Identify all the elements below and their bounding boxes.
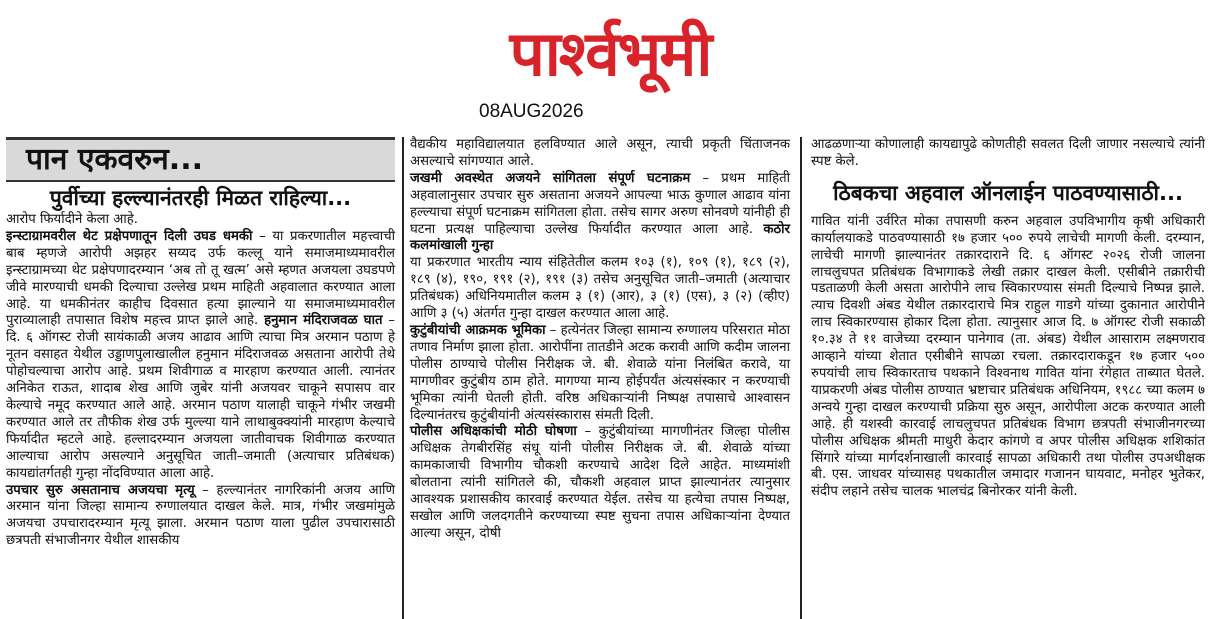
paragraph-text: – हल्ल्यानंतर नागरिकांनी अजय आणि अरमान यांना जिल्हा सामान्य रुग्णालयात दाखल केले. मात्र, गंभीर जखमांमुळे अजयचा उपचारादरम्यान मृत्यू झाला. अरमान पठाण याला पुढील उपचारासाठी छत्रपती संभाजीनगर येथील शासकीय [6, 482, 395, 549]
paragraph [6, 483, 395, 551]
paragraph-text: – दि. ६ ऑगस्ट रोजी सायंकाळी अजय आढाव आणि त्याचा मित्र अरमान पठाण हे नूतन वसाहत येथील उड्डाणपुलाखालील हनुमान मंदिराजवळ असताना आरोपी तेथे पोहोचल्याचा आरोप आहे. प्रथम शिवीगाळ व मारहाण करण्यात आली. त्यानंतर अनिकेत राऊत, शादाब शेख आणि जुबेर यांनी अजयवर चाकूने सपासप वार केल्याचे नमूद करण्यात आले आहे. अरमान पठाण यालाही चाकूने गंभीर जखमी करण्यात आले तर तौफीक शेख उर्फ मुल्ल्या याने लाथाबुक्क्यांनी मारहाण केल्याचे फिर्यादीत म्हटले आहे. हल्लादरम्यान अजयला जातीवाचक शिवीगाळ करण्यात आल्याचा आरोप असल्याने अनुसूचित जाती–जमाती (अत्याचार प्रतिबंधक) कायद्यांतर्गतही गुन्हा नोंदविण्यात आला आहे. [6, 313, 395, 481]
subheading: इन्स्टाग्रामवरील थेट प्रक्षेपणातून दिली उघड धमकी [6, 228, 253, 244]
paragraph: वैद्यकीय महाविद्यालयात हलविण्यात आले असून, त्याची प्रकृती चिंताजनक असल्याचे सांगण्यात आले. [410, 137, 790, 169]
paragraph: आरोप फिर्यादीने केला आहे. [6, 212, 138, 227]
subheading: जखमी अवस्थेत अजयने सांगितला संपूर्ण घटनाक्रम [410, 170, 691, 186]
paragraph [410, 171, 790, 256]
column-2 [410, 137, 790, 543]
subheading: उपचार सुरु असतानाच अजयचा मृत्यू [6, 482, 195, 498]
subheading: कुटुंबीयांची आक्रमक भूमिका [410, 322, 546, 338]
paragraph [6, 229, 395, 483]
subheading: पोलीस अधिक्षकांची मोठी घोषणा [410, 424, 577, 440]
column-1 [6, 137, 395, 550]
article-headline: ठिबकचा अहवाल ऑनलाईन पाठवण्यासाठी... [833, 180, 1183, 205]
paragraph [410, 323, 790, 424]
subheading: कठोर कलमांखाली गुन्हा [410, 221, 790, 254]
column-divider-1 [402, 137, 404, 619]
paragraph: या प्रकरणात भारतीय न्याय संहितेतील कलम १०३ (१), १०९ (१), १८९ (२), १८९ (४), १९०, १९१ (२), १९१ (३) तसेच अनुसूचित जाती–जमाती (अत्याचार प्रतिबंधक) अधिनियमातील कलम ३ (१) (आर), ३ (१) (एस), ३ (२) (व्हीए) आणि ३ (५) अंतर्गत गुन्हा दाखल करण्यात आला आहे. [410, 255, 790, 322]
paragraph [410, 424, 790, 542]
paragraph-text: – कुटुंबीयांच्या मागणीनंतर जिल्हा पोलीस अधिक्षक तेगबीरसिंह संधू यांनी पोलीस निरीक्षक जे. बी. शेवाळे यांच्या कामकाजाची विभागीय चौकशी करण्याचे आदेश दिले आहेत. माध्यमांशी बोलताना त्यांनी सांगितले की, चौकशी अहवाल प्राप्त झाल्यानंतर त्यानुसार आवश्यक प्रशासकीय कारवाई करण्यात येईल. तसेच या हत्येचा तपास निष्पक्ष, सखोल आणि जलदगतीने करण्याच्या स्पष्ट सुचना तपास अधिकाऱ्यांना देण्यात आल्या असून, दोषी [410, 424, 790, 541]
paragraph-text: – प्रथम माहिती अहवालानुसार उपचार सुरु असताना अजयने आपल्या भाऊ कुणाल आढाव यांना हल्ल्याचा संपूर्ण घटनाक्रम सांगितला होता. तसेच सागर अरुण सोनवणे यांनीही ही घटना प्रत्यक्ष पाहिल्याचा उल्लेख फिर्यादीत करण्यात आला आहे. [410, 170, 791, 237]
paragraph-text: – हत्येनंतर जिल्हा सामान्य रुग्णालय परिसरात मोठा तणाव निर्माण झाला होता. आरोपींना तातडीने अटक करावी आणि कदीम जालना पोलीस ठाण्याचे पोलीस निरीक्षक जे. बी. शेवाळे यांना निलंबित करावे, या मागणीवर कुटुंबीय ठाम होते. मागण्या मान्य होईपर्यंत अंत्यसंस्कार न करण्याची भूमिका त्यांनी घेतली होती. वरिष्ठ अधिकाऱ्यांनी निष्पक्ष तपासाचे आश्वासन दिल्यानंतरच कुटुंबीयांनी अंत्यसंस्कारास संमती दिली. [410, 322, 790, 423]
column-divider-2 [800, 137, 802, 619]
paragraph: गावित यांनी उर्वरित मोका तपासणी करुन अहवाल उपविभागीय कृषी अधिकारी कार्यालयाकडे पाठवण्यासाठी १७ हजार ५०० रुपये लाचेची मागणी केली. दरम्यान, लाचेची मागणी झाल्यानंतर तक्रारदाराने दि. ६ ऑगस्ट २०२६ रोजी जालना लाचलुचपत प्रतिबंधक विभागाकडे लेखी तक्रार दाखल केली. एसीबीने तक्रारीची पडताळणी केली असता आरोपीने लाच स्विकारण्यास संमती दिल्याचे निष्पन्न झाले. त्याच दिवशी अंबड येथील तक्रारदाराचे मित्र राहुल गाडगे यांच्या दुकानात आरोपीने लाच स्विकारण्यास होकार दिला होता. त्यानुसार आज दि. ७ ऑगस्ट रोजी सकाळी १०.३४ ते ११ वाजेच्या दरम्यान पानेगाव (ता. अंबड) येथील आसाराम लक्ष्मणराव आव्हाने यांच्या शेतात एसीबीने सापळा रचला. तक्रारदाराकडून १७ हजार ५०० रुपयांची लाच स्विकारताच पथकाने विश्वनाथ गावित यांना रंगेहात ताब्यात घेतले. याप्रकरणी अंबड पोलीस ठाण्यात भ्रष्टाचार प्रतिबंधक अधिनियम, १९८८ च्या कलम ७ अन्वये गुन्हा दाखल करण्याची प्रक्रिया सुरु असून, आरोपीला अटक करण्यात आली आहे. ही यशस्वी कारवाई लाचलुचपत प्रतिबंधक विभाग छत्रपती संभाजीनगरच्या पोलीस अधिक्षक श्रीमती माधुरी केदार कांगणे व अपर पोलीस अधिक्षक शशिकांत सिंगारे यांच्या मार्गदर्शनाखाली कारवाई सापळा अधिकारी तथा पोलीस उपअधीक्षक बी. एस. जाधवर यांच्यासह पथकातील जमादार गजानन घायवाट, मनोहर भुतेकर, संदीप लहाने तसेच चालक भालचंद्र बिनोरकर यांनी केली. [811, 213, 1205, 500]
subheading: हनुमान मंदिराजवळ घात [264, 313, 383, 329]
issue-date: 08AUG2026 [479, 101, 584, 122]
paragraph: आढळणाऱ्या कोणालाही कायद्यापुढे कोणतीही सवलत दिली जाणार नसल्याचे त्यांनी स्पष्ट केले. [811, 137, 1205, 169]
newspaper-title: पार्श्वभूमी [509, 17, 711, 90]
paragraph-text: – या प्रकरणातील महत्त्वाची बाब म्हणजे आरोपी अझहर सय्यद उर्फ कल्लू याने समाजमाध्यमावरील इन्स्टाग्रामच्या थेट प्रक्षेपणादरम्यान ‘अब तो तू खत्म’ असे म्हणत अजयला उघडपणे जीवे मारण्याची धमकी दिल्याचा उल्लेख प्रथम माहिती अहवालात करण्यात आला आहे. या धमकीनंतर काहीच दिवसात हत्या झाल्याने या समाजमाध्यमावरील पुराव्यालाही तपासात विशेष महत्त्व प्राप्त झाले आहे. [6, 228, 395, 329]
article-headline: पुर्वीच्या हल्ल्यानंतरही मिळत राहिल्या... [49, 186, 352, 210]
masthead-logo [460, 18, 760, 96]
column-3 [811, 137, 1205, 501]
continued-banner: पान एकवरुन... [6, 137, 395, 182]
